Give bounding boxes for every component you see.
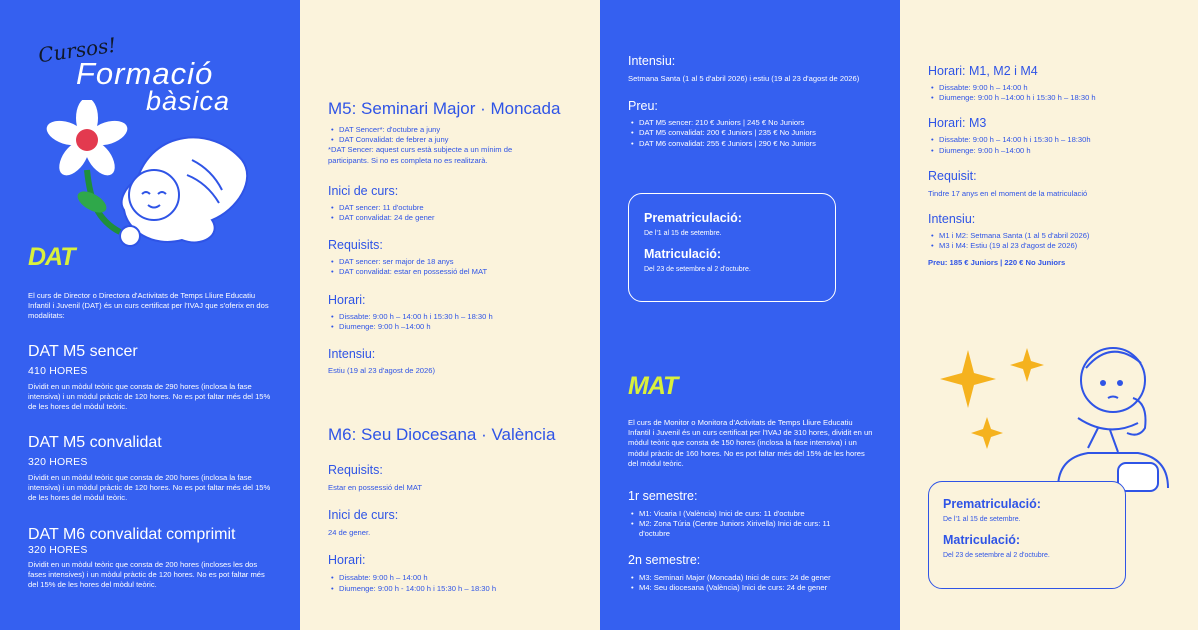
dat-m5-convalidat-hours: 320 HORES: [28, 456, 88, 468]
dat-m5-sencer-desc: Dividit en un mòdul teòric que consta de 290 hores (inclosa la fase intensiva) i un mòdul pràctic de 120 hores. No es pot faltar més del 15% de les hores del mòdul teòric.: [28, 382, 271, 412]
list-item: • M4: Seu diocesana (València) Inici de curs: 24 de gener: [628, 583, 878, 593]
intensiu-heading: Intensiu:: [928, 212, 976, 227]
horari-m1-list: [928, 83, 1188, 103]
m6-horari-list: [328, 573, 590, 593]
dat-logo: DAT: [28, 243, 75, 271]
preu-text: Preu: 185 € Juniors | 220 € No Juniors: [928, 258, 1066, 268]
matriculacio-dates: Del 23 de setembre al 2 d'octubre.: [943, 552, 1050, 559]
matriculacio-dates: Del 23 de setembre al 2 d'octubre.: [644, 266, 751, 273]
intensiu-heading: Intensiu:: [328, 347, 376, 362]
horari-m3-heading: Horari: M3: [928, 116, 987, 131]
list-item: • M1 i M2: Setmana Santa (1 al 5 d'abril 2026): [928, 231, 1188, 241]
m6-requisits-text: Estar en possessió del MAT: [328, 483, 422, 492]
dat-m5-convalidat-title: DAT M5 convalidat: [28, 434, 162, 451]
dat-m5-sencer-title: DAT M5 sencer: [28, 343, 138, 360]
m6-inici-text: 24 de gener.: [328, 528, 371, 538]
list-item: • DAT convalidat: estar en possessió del MAT: [328, 267, 590, 277]
intensiu-heading: Intensiu:: [628, 54, 676, 68]
dat-m5-sencer-block: [28, 342, 273, 413]
list-item: • Dissabte: 9:00 h – 14:00 h: [328, 573, 590, 583]
m6-title: M6: Seu Diocesana · València: [328, 425, 556, 444]
matriculacio-heading: Matriculació:: [644, 247, 722, 261]
list-item: • M3 i M4: Estiu (19 al 23 d'agost de 2026): [928, 241, 1188, 251]
title-basica: bàsica: [146, 86, 231, 116]
mat-enrollment-card: [928, 481, 1126, 589]
dat-m6-title: DAT M6 convalidat comprimit: [28, 526, 236, 543]
m6-requisits-heading: Requisits:: [328, 463, 383, 477]
list-item: • DAT M5 convalidat: 200 € Juniors | 235 € No Juniors: [628, 128, 878, 138]
flower-angel-illustration: [42, 100, 257, 250]
semestre2-heading: 2n semestre:: [628, 552, 701, 567]
requisit-text: Tindre 17 anys en el moment de la matriculació: [928, 188, 1088, 198]
horari-m3-list: [928, 135, 1188, 155]
m5-list: [328, 125, 590, 145]
list-item: • DAT Convalidat: de febrer a juny: [328, 135, 590, 145]
list-item: • M2: Zona Túria (Centre Juniors Xirivella) Inici de curs: 11 d'octubre: [628, 519, 863, 539]
intensiu-section: [628, 54, 878, 149]
list-item: • Dissabte: 9:00 h – 14:00 h i 15:30 h – 18:30h: [928, 135, 1188, 145]
list-item: • Diumenge: 9:00 h - 14:00 h i 15:30 h – 18:30 h: [328, 584, 590, 594]
requisit-heading: Requisit:: [928, 168, 977, 183]
matriculacio-heading: Matriculació:: [943, 533, 1021, 547]
m5-title: M5: Seminari Major · Moncada: [328, 99, 561, 118]
horari-list: [328, 312, 590, 332]
panel-dat-details: [300, 0, 600, 630]
intensiu-text: Estiu (19 al 23 d'agost de 2026): [328, 366, 435, 376]
list-item: • DAT sencer: ser major de 18 anys: [328, 257, 590, 267]
list-item: • Diumenge: 9:00 h –14:00 h i 15:30 h – 18:30 h: [928, 93, 1188, 103]
list-item: • M1: Vicaria I (València) Inici de curs: 11 d'octubre: [628, 509, 863, 519]
list-item: • Diumenge: 9:00 h –14:00 h: [928, 146, 1188, 156]
semestre2-list: [628, 573, 878, 593]
panel-dat-prices-mat: [600, 0, 900, 630]
dat-m5-convalidat-block: [28, 433, 273, 504]
inici-list: [328, 203, 590, 223]
dat-m5-sencer-hours: 410 HORES: [28, 365, 88, 377]
m5-section: [328, 99, 590, 376]
panel-dat-intro: [0, 0, 300, 630]
semestre1-heading: 1r semestre:: [628, 489, 698, 503]
thinking-character-illustration: [1048, 338, 1188, 493]
requisits-heading: Requisits:: [328, 238, 383, 253]
list-item: • Dissabte: 9:00 h – 14:00 h i 15:30 h – 18:30 h: [328, 312, 590, 322]
list-item: • DAT M5 sencer: 210 € Juniors | 245 € No Juniors: [628, 118, 878, 128]
list-item: • DAT M6 convalidat: 255 € Juniors | 290 € No Juniors: [628, 139, 878, 149]
dat-m6-hours: 320 HORES: [28, 544, 88, 556]
mat-details-section: [928, 64, 1188, 269]
requisits-list: [328, 257, 590, 277]
intensiu-list: [928, 231, 1188, 251]
prematriculacio-dates: De l'1 al 15 de setembre.: [943, 516, 1021, 523]
cursos-handwritten: Cursos!: [36, 32, 118, 68]
prematriculacio-heading: Prematriculació:: [644, 211, 742, 225]
horari-m1-heading: Horari: M1, M2 i M4: [928, 64, 1038, 78]
panel-mat-details: [900, 0, 1198, 630]
list-item: • Dissabte: 9:00 h – 14:00 h: [928, 83, 1188, 93]
dat-enrollment-card: [628, 193, 836, 302]
intensiu-text: Setmana Santa (1 al 5 d'abril 2026) i estiu (19 al 23 d'agost de 2026): [628, 74, 860, 83]
dat-m6-block: [28, 525, 273, 591]
m5-note: *DAT Sencer: aquest curs està subjecte a un mínim de participants. Si no es completa no es realitzarà.: [328, 145, 513, 165]
horari-heading: Horari:: [328, 292, 366, 307]
prematriculacio-heading: Prematriculació:: [943, 497, 1041, 511]
preu-list: [628, 118, 878, 149]
mat-intro-text: El curs de Monitor o Monitora d'Activitats de Temps Lliure Educatiu Infantil i Juvenil és un curs certificat per l'IVAJ de 310 hores, dividit en un mòdul teòric que consta de 150 hores (inclosa la fase intensiva) i un mòdul pràctic de 160 hores. No es pot faltar més del 15% de les hores del mòdul teòric.: [628, 418, 873, 468]
preu-heading: Preu:: [628, 99, 658, 114]
semesters-section: [628, 489, 878, 593]
mat-logo: MAT: [628, 372, 678, 400]
inici-heading: Inici de curs:: [328, 183, 399, 198]
stars-icon: [938, 345, 1048, 450]
dat-m6-desc: Dividit en un mòdul teòric que consta de 200 hores (incloses les dos fases intensives) i un mòdul pràctic de 120 hores. No es pot faltar més del 15% de les hores del mòdul teòric.: [28, 560, 265, 590]
title-formacio: Formació: [76, 56, 214, 91]
dat-intro-text: El curs de Director o Directora d'Activitats de Temps Lliure Educatiu Infantil i Juvenil (DAT) és un curs certificat per l'IVAJ que s'oferix en dos modalitats:: [28, 291, 269, 321]
list-item: • DAT convalidat: 24 de gener: [328, 213, 590, 223]
prematriculacio-dates: De l'1 al 15 de setembre.: [644, 230, 722, 237]
m6-section: [328, 425, 590, 594]
list-item: • DAT Sencer*: d'octubre a juny: [328, 125, 590, 135]
m6-inici-heading: Inici de curs:: [328, 508, 399, 523]
m6-horari-heading: Horari:: [328, 553, 366, 568]
dat-m5-convalidat-desc: Dividit en un mòdul teòric que consta de 200 hores (inclosa la fase intensiva) i un mòdul pràctic de 120 hores. No es pot faltar més del 15% de les hores del mòdul teòric.: [28, 473, 271, 503]
list-item: • DAT sencer: 11 d'octubre: [328, 203, 590, 213]
list-item: • Diumenge: 9:00 h –14:00 h: [328, 322, 590, 332]
semestre1-list: [628, 509, 863, 540]
list-item: • M3: Seminari Major (Moncada) Inici de curs: 24 de gener: [628, 573, 878, 583]
